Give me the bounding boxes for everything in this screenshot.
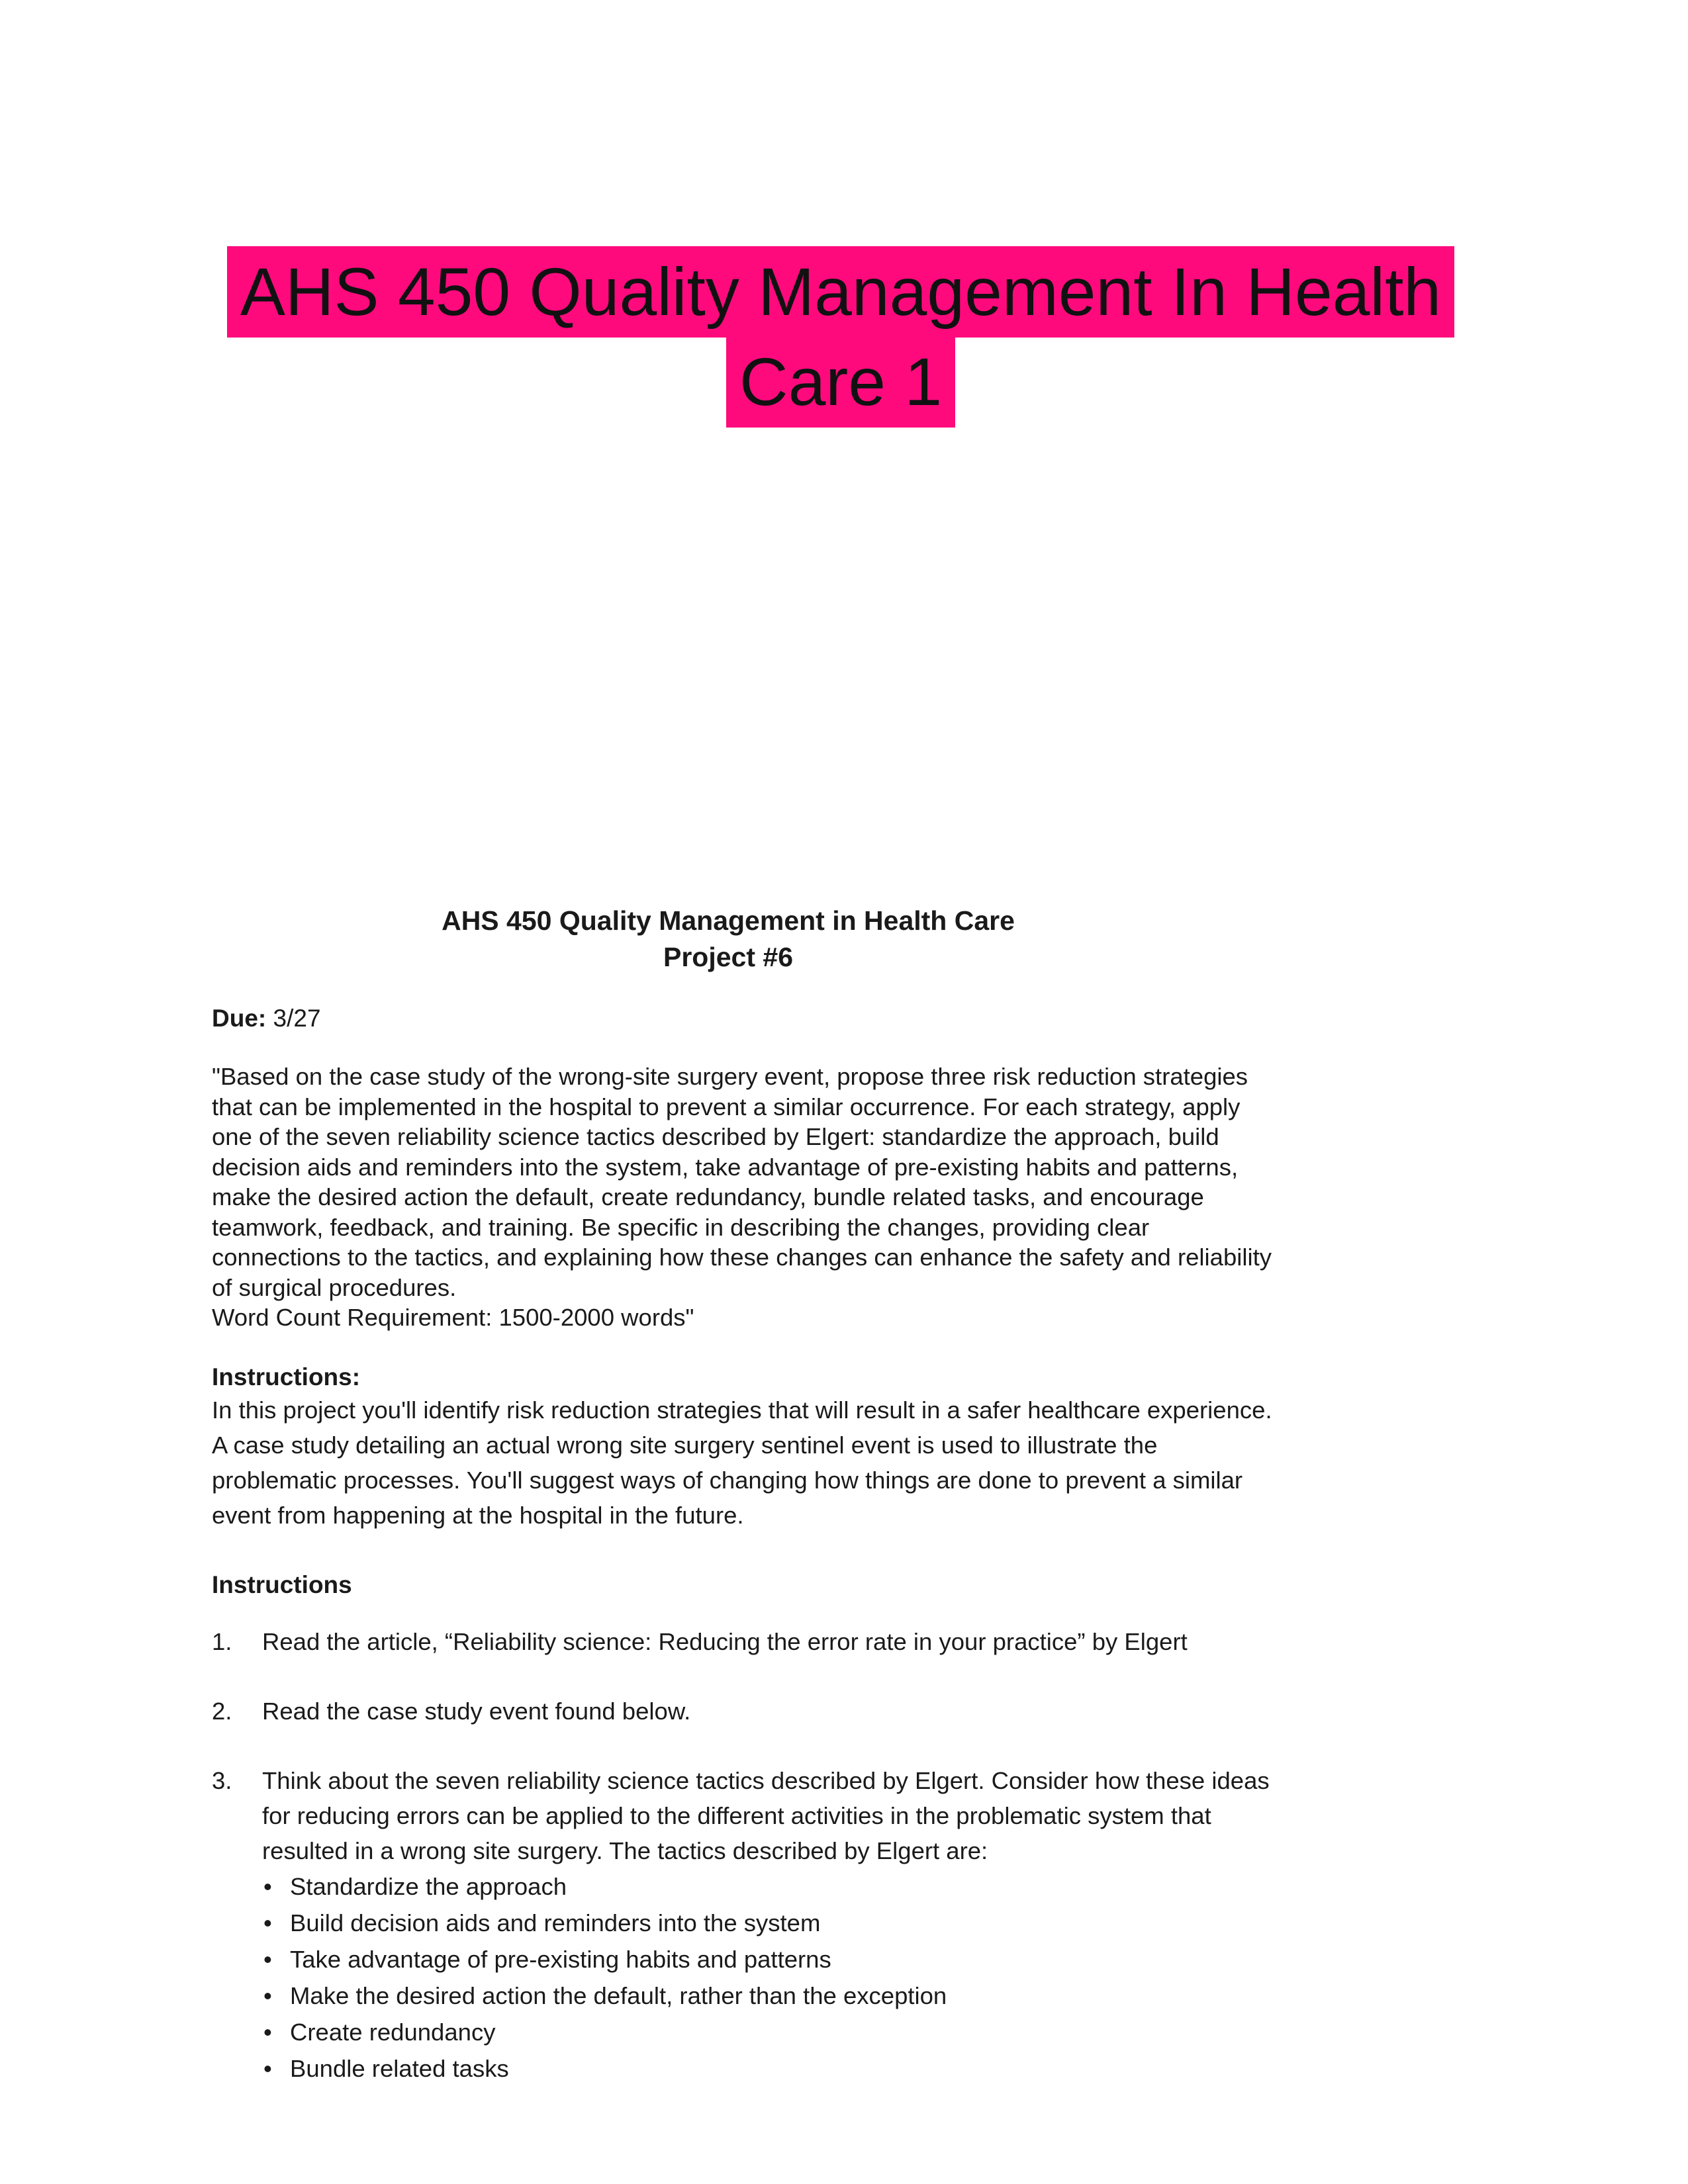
tactic-item (261, 1905, 1284, 1941)
step-item (212, 1763, 1284, 2087)
step-item (212, 1624, 1284, 1659)
instructions-overview (212, 1362, 1284, 1533)
word-count-requirement: Word Count Requirement: 1500-2000 words" (212, 1304, 694, 1331)
bullet-icon: • (263, 2054, 272, 2082)
steps-list (212, 1624, 1284, 2087)
tactic-item (261, 2014, 1284, 2050)
instructions-heading: Instructions: (212, 1363, 361, 1390)
assignment-prompt (212, 1062, 1284, 1333)
step-number: 2. (212, 1697, 232, 1725)
step-number: 1. (212, 1627, 232, 1655)
document-page (212, 903, 1284, 2121)
banner-line-1 (212, 246, 1470, 336)
banner-title-text-1: AHS 450 Quality Management In Health (227, 246, 1454, 338)
due-date (212, 1003, 1284, 1034)
step-number: 3. (212, 1766, 232, 1794)
assignment-prompt-text: "Based on the case study of the wrong-site surgery event, propose three risk reduction strategies that can be implemented in the hospital to prevent a similar occurrence. For each strategy, apply one of the seven reliability science tactics described by Elgert: standardize the approach, build decision aids and reminders into the system, take advantage of pre-existing habits and patterns, make the desired action the default, create redundancy, bundle related tasks, and encourage teamwork, feedback, and training. Be specific in describing the changes, providing clear connections to the tactics, and explaining how these changes can enhance the safety and reliability of surgical procedures. (212, 1063, 1272, 1301)
steps-heading: Instructions (212, 1570, 352, 1598)
due-label: Due: (212, 1005, 267, 1032)
step-item (212, 1694, 1284, 1729)
banner-line-2 (212, 336, 1470, 426)
document-title-line-1: AHS 450 Quality Management in Health Care (442, 905, 1015, 936)
document-title (212, 903, 1244, 976)
tactics-list (261, 1868, 1284, 2087)
tactic-text: Make the desired action the default, rather than the exception (290, 1981, 947, 2009)
document-title-line-2: Project #6 (663, 942, 793, 972)
bullet-icon: • (263, 1909, 272, 1936)
bullet-icon: • (263, 2018, 272, 2046)
tactic-text: Standardize the approach (290, 1872, 567, 1900)
instructions-steps (212, 1570, 1284, 2087)
banner-title-text-2: Care 1 (726, 336, 955, 428)
step-text: Read the case study event found below. (262, 1697, 691, 1725)
bullet-icon: • (263, 1872, 272, 1900)
tactic-item (261, 2050, 1284, 2087)
step-text: Read the article, “Reliability science: Reducing the error rate in your practice” by Elgert (262, 1627, 1188, 1655)
tactic-text: Create redundancy (290, 2018, 496, 2046)
banner-title (212, 246, 1470, 426)
step-text: Think about the seven reliability science tactics described by Elgert. Consider how these ideas for reducing errors can be applied to the different activities in the problematic system that resulted in a wrong site surgery. The tactics described by Elgert are: (262, 1766, 1270, 1864)
due-value: 3/27 (273, 1005, 321, 1032)
tactic-item (261, 1978, 1284, 2014)
instructions-body: In this project you'll identify risk reduction strategies that will result in a safer healthcare experience. A case study detailing an actual wrong site surgery sentinel event is used to illustrate the problematic processes. You'll suggest ways of changing how things are done to prevent a similar event from happening at the hospital in the future. (212, 1396, 1272, 1529)
bullet-icon: • (263, 1981, 272, 2009)
tactic-item (261, 1868, 1284, 1905)
bullet-icon: • (263, 1945, 272, 1973)
tactic-item (261, 1941, 1284, 1978)
tactic-text: Build decision aids and reminders into the system (290, 1909, 821, 1936)
tactic-text: Bundle related tasks (290, 2054, 509, 2082)
tactic-text: Take advantage of pre-existing habits and patterns (290, 1945, 831, 1973)
